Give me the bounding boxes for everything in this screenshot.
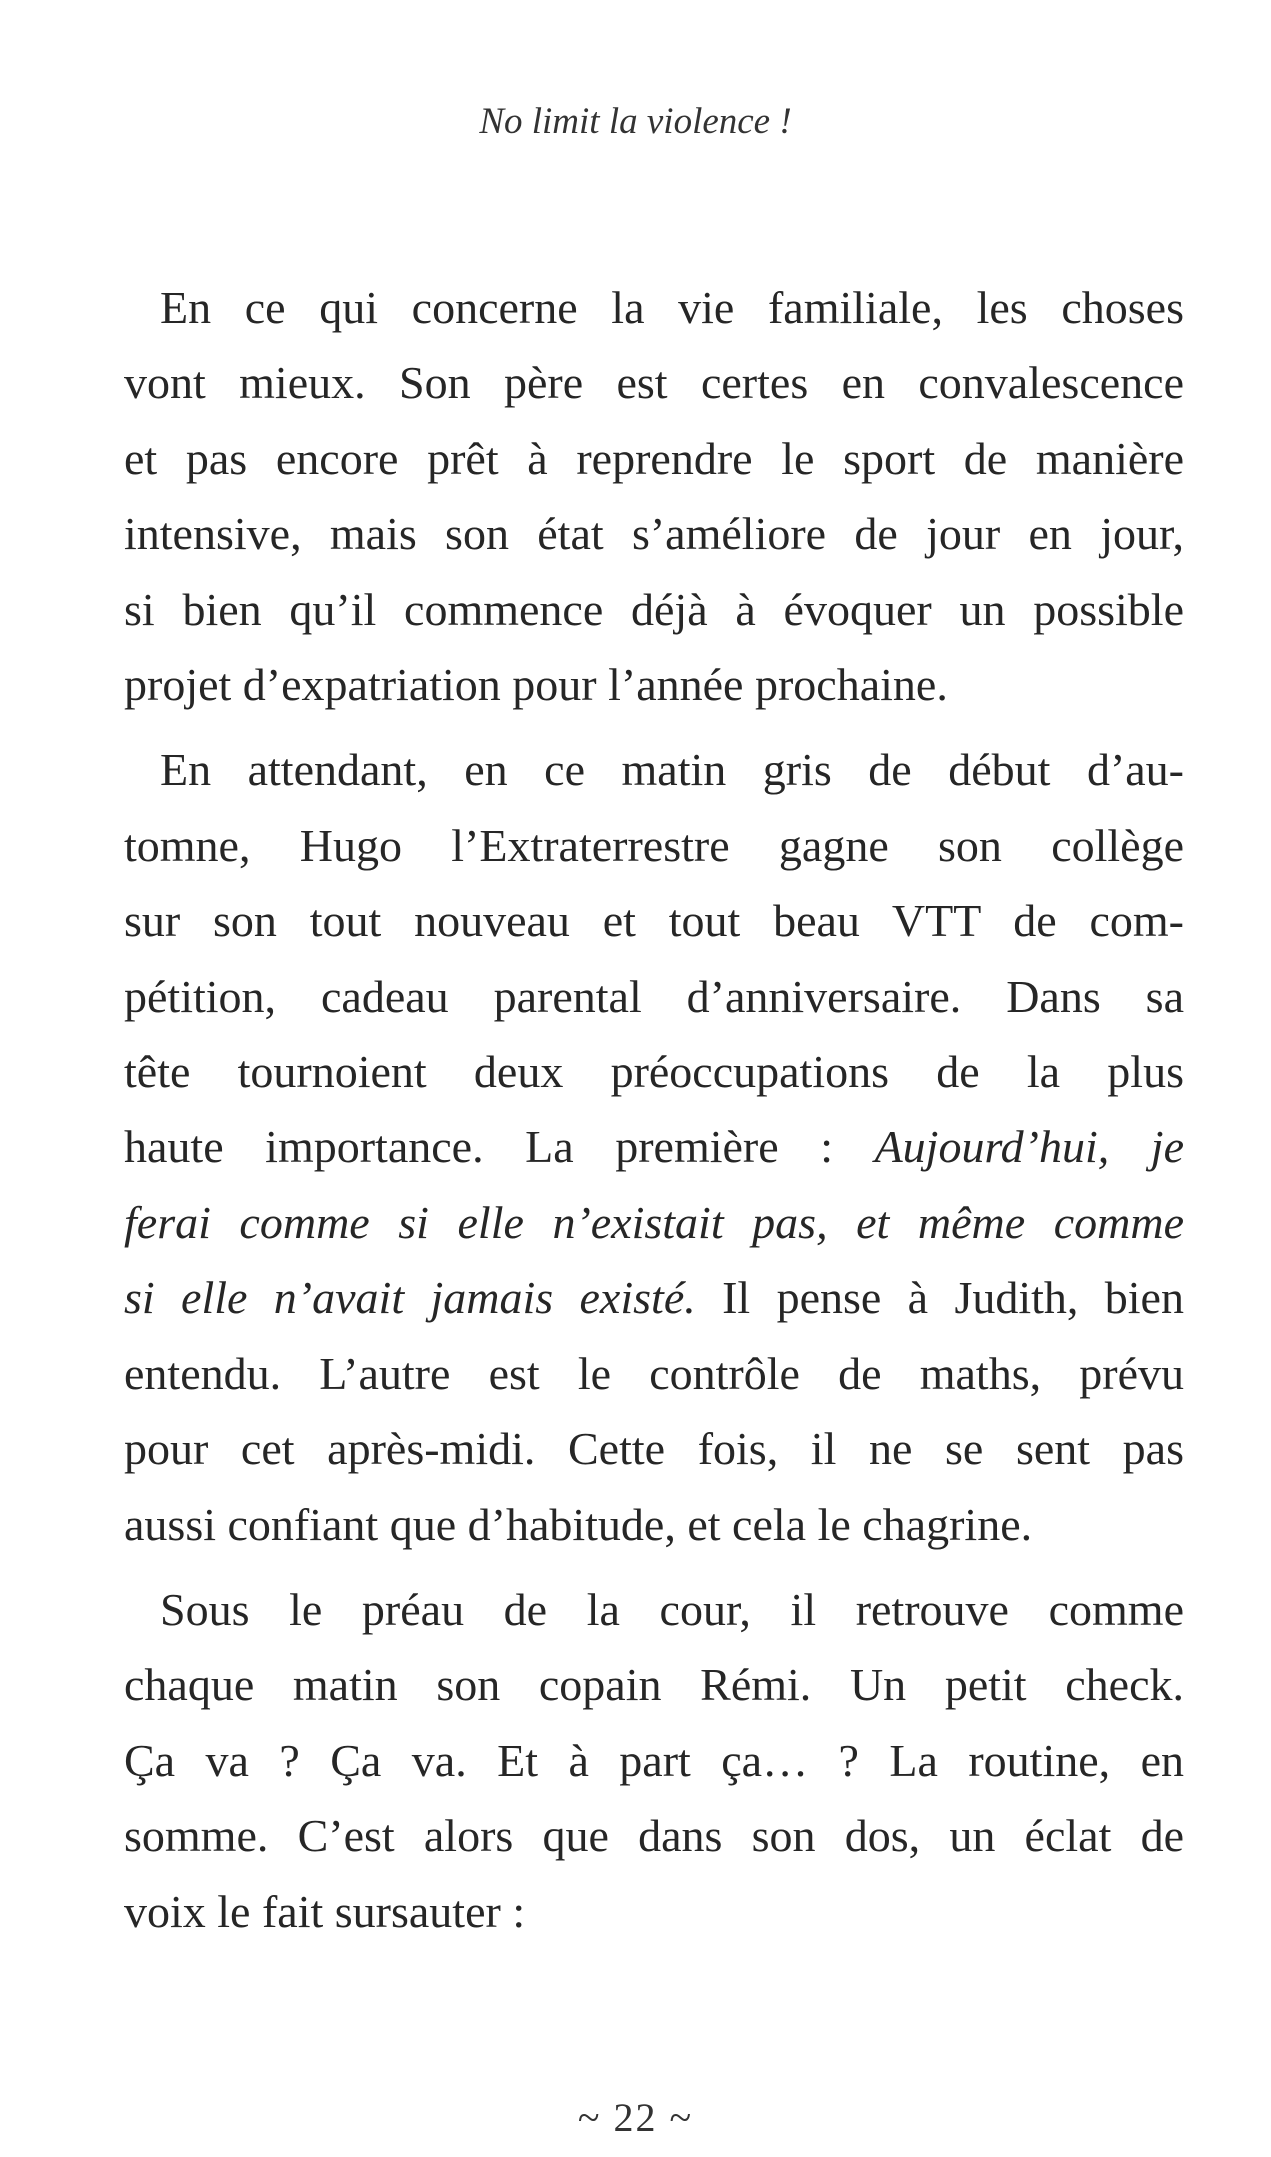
text-line: intensive, mais son état s’améliore de jour en jour, — [124, 508, 1184, 560]
text-line: projet d’expatriation pour l’année prochaine. — [124, 659, 948, 711]
text-line: pétition, cadeau parental d’anniversaire. Dans sa — [124, 970, 1184, 1022]
text-line-italic — [124, 1185, 1184, 1260]
body-text — [124, 270, 1184, 1949]
text-line: En ce qui concerne la vie familiale, les choses — [160, 282, 1184, 333]
text-italic-span: Aujourd’hui, je — [874, 1121, 1184, 1173]
text-line: Sous le préau de la cour, il retrouve comme — [160, 1583, 1184, 1635]
text-line: sur son tout nouveau et tout beau VTT de com- — [124, 895, 1184, 947]
text-plain-span: Il pense à Judith, bien — [695, 1272, 1184, 1324]
text-line: et pas encore prêt à reprendre le sport de manière — [124, 432, 1184, 484]
text-line: aussi confiant que d’habitude, et cela le chagrine. — [124, 1498, 1033, 1550]
text-italic-span: ferai comme si elle n’existait pas, et même comme — [124, 1196, 1184, 1248]
text-line: chaque matin son copain Rémi. Un petit check. — [124, 1659, 1184, 1711]
running-head: No limit la violence ! — [479, 101, 792, 142]
text-line: entendu. L’autre est le contrôle de maths, prévu — [124, 1347, 1184, 1399]
text-line-mixed — [124, 1260, 1184, 1335]
text-line: tomne, Hugo l’Extraterrestre gagne son collège — [124, 819, 1184, 871]
text-line: voix le fait sursauter : — [124, 1885, 526, 1937]
text-plain-span: haute importance. La première : — [124, 1121, 875, 1173]
text-line: somme. C’est alors que dans son dos, un éclat de — [124, 1810, 1184, 1862]
text-line: tête tournoient deux préoccupations de la plus — [124, 1046, 1184, 1098]
text-italic-span: si elle n’avait jamais existé. — [124, 1272, 696, 1324]
text-line: En attendant, en ce matin gris de début d’au- — [160, 744, 1184, 796]
text-line-mixed — [124, 1109, 1184, 1184]
text-line: si bien qu’il commence déjà à évoquer un possible — [124, 583, 1184, 635]
text-line: pour cet après-midi. Cette fois, il ne se sent pas — [124, 1423, 1184, 1475]
text-line: vont mieux. Son père est certes en convalescence — [124, 357, 1184, 409]
text-line: Ça va ? Ça va. Et à part ça… ? La routine, en — [124, 1734, 1184, 1786]
page-number: ~ 22 ~ — [577, 2095, 694, 2140]
